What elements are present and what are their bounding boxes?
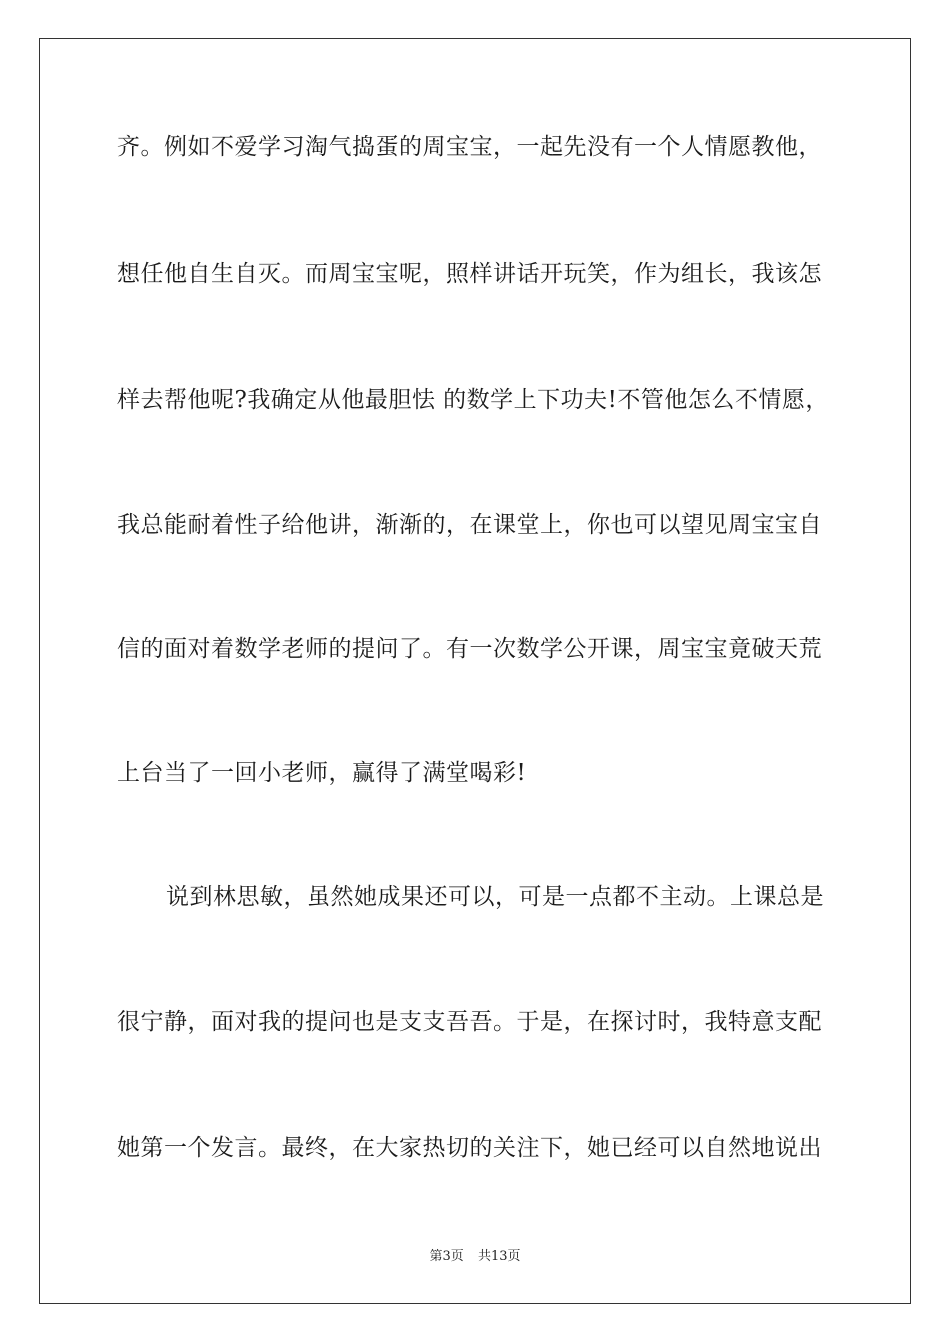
paragraph-line: 说到林思敏，虽然她成果还可以，可是一点都不主动。上课总是 xyxy=(166,884,824,910)
page-footer xyxy=(0,1248,950,1266)
page-count: 共13页 xyxy=(477,1249,521,1264)
paragraph-line: 信的面对着数学老师的提问了。有一次数学公开课，周宝宝竟破天荒 xyxy=(117,636,822,662)
paragraph-line: 上台当了一回小老师，赢得了满堂喝彩! xyxy=(117,760,527,786)
paragraph-line: 样去帮他呢?我确定从他最胆怯 的数学上下功夫!不管他怎么不情愿， xyxy=(117,387,829,413)
paragraph-line: 她第一个发言。最终，在大家热切的关注下，她已经可以自然地说出 xyxy=(117,1135,822,1161)
paragraph-line: 齐。例如不爱学习淘气捣蛋的周宝宝，一起先没有一个人情愿教他， xyxy=(117,134,822,160)
paragraph-line: 想任他自生自灭。而周宝宝呢，照样讲话开玩笑，作为组长，我该怎 xyxy=(117,261,822,287)
page-number: 第3页 xyxy=(429,1249,464,1264)
paragraph-line: 我总能耐着性子给他讲，渐渐的，在课堂上，你也可以望见周宝宝自 xyxy=(117,512,822,538)
page-border xyxy=(39,38,911,1304)
paragraph-line: 很宁静，面对我的提问也是支支吾吾。于是，在探讨时，我特意支配 xyxy=(117,1009,822,1035)
